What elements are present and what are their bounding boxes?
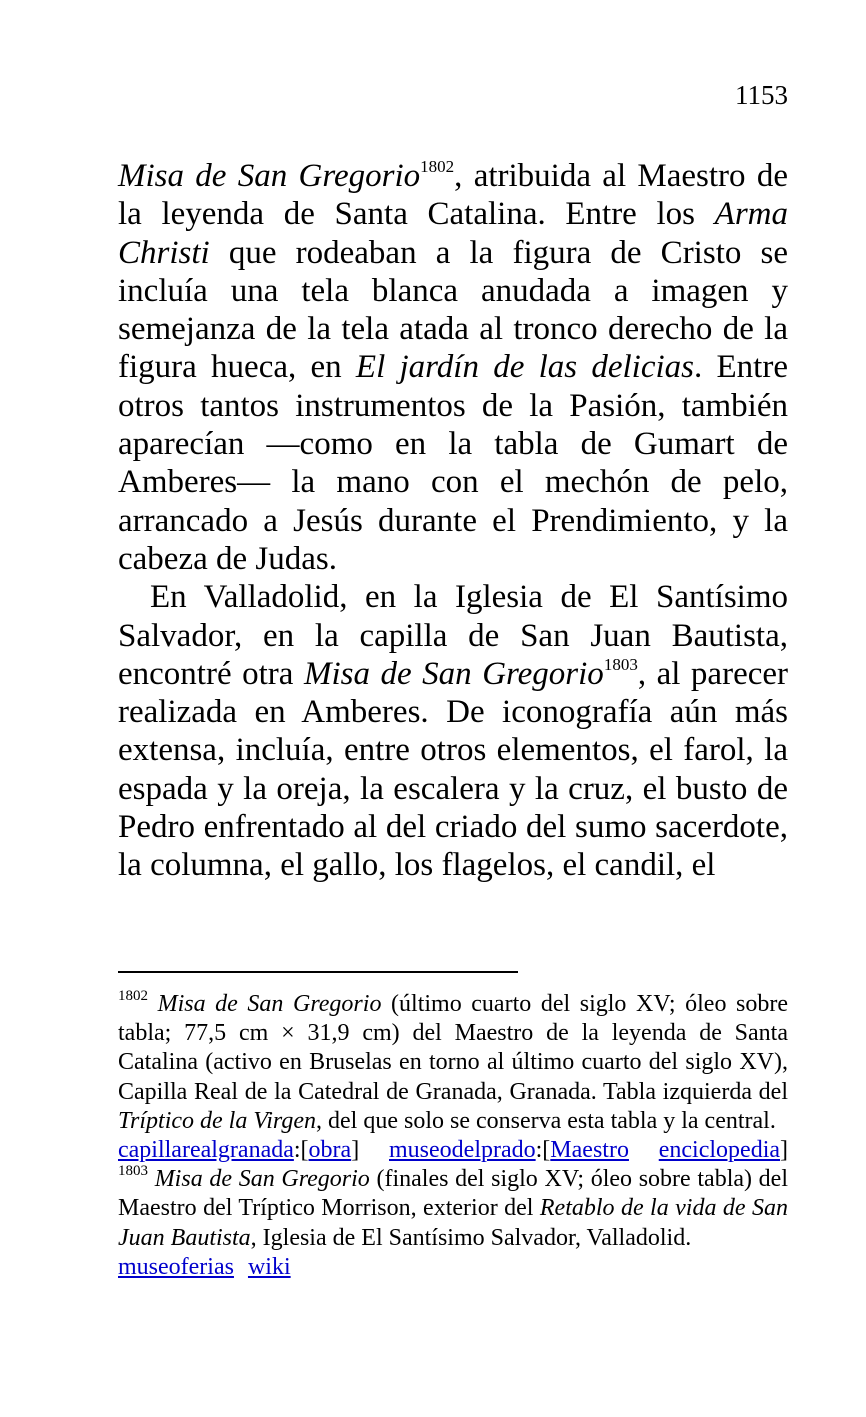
main-text (118, 157, 788, 885)
italic-title: Tríptico de la Virgen (118, 1107, 316, 1134)
italic-title: Misa de San Gregorio (118, 158, 421, 194)
italic-title: El jardín de las delicias (355, 349, 695, 386)
footnote-1802-links: capillarealgranada:[obra] museodelprado:[Maestro enciclopedia] (118, 1137, 789, 1164)
italic-title: Retablo de la vida de San Juan Bautista (118, 1195, 788, 1251)
link-enciclopedia[interactable]: enciclopedia (658, 1137, 781, 1164)
paragraph-2: En Valladolid, en la Iglesia de El Santísimo Salvador, en la capilla de San Juan Bautista, encontré otra Misa de San Gregorio$^{1803}$, al parecer realizada en Amberes. De iconografía aún más extensa, incluía, entre otros elementos, el farol, la espada y la oreja, la escalera y la cruz, el busto de Pedro enfrentado al del criado del sumo sacerdote, la columna, el gallo, los flagelos, el candil, el (118, 579, 788, 884)
footnote-1803-links (118, 1253, 788, 1282)
link-wiki[interactable]: wiki (247, 1253, 291, 1280)
link-maestro[interactable]: Maestro (550, 1137, 629, 1164)
link-obra[interactable]: obra (308, 1137, 352, 1164)
italic-title: Misa de San Gregorio (157, 991, 382, 1017)
footnote-ref-1803[interactable]: 1803 (603, 654, 638, 674)
footnote-number: 1802 (118, 988, 148, 1004)
footnote-divider (118, 971, 518, 973)
footnote-1803: $^{1803}$ Misa de San Gregorio (finales del siglo XV; óleo sobre tabla) del Maestro del Tríptico Morrison, exterior del Retablo de la vida de San Juan Bautista, Iglesia de El Santísimo Salvador, Valladolid. (118, 1163, 788, 1251)
page-number: 1153 (735, 80, 788, 110)
italic-title: Misa de San Gregorio (154, 1166, 370, 1193)
link-capillarealgranada[interactable]: capillarealgranada (118, 1137, 294, 1164)
footnote-ref-1802[interactable]: 1802 (420, 157, 455, 176)
link-museoferias[interactable]: museoferias (118, 1253, 234, 1280)
footnotes (118, 990, 788, 1282)
footnote-number: 1803 (118, 1163, 148, 1180)
paragraph-1: Misa de San Gregorio$^{1802}$, atribuida al Maestro de la leyenda de Santa Catalina. Entre los Arma Christi que rodeaban a la figura de Cristo se incluía una tela blanca anudada a imagen y semejanza de la tela atada al tronco derecho de la figura hueca, en El jardín de las delicias. Entre otros tantos instrumentos de la Pasión, también aparecían —como en la tabla de Gumart de Amberes— la mano con el mechón de pelo, arrancado a Jesús durante el Prendimiento, y la cabeza de Judas. (118, 157, 788, 577)
italic-title: Misa de San Gregorio (303, 655, 604, 692)
footnote-1802: $^{1802}$ Misa de San Gregorio (último cuarto del siglo XV; óleo sobre tabla; 77,5 cm × 31,9 cm) del Maestro de la leyenda de Santa Catalina (activo en Bruselas en torno al último cuarto del siglo XV), Capilla Real de la Catedral de Granada, Granada. Tabla izquierda del Tríptico de la Virgen, del que solo se conserva esta tabla y la central. (118, 988, 789, 1134)
link-museodelprado[interactable]: museodelprado (389, 1137, 536, 1164)
italic-term: Arma Christi (118, 196, 788, 271)
